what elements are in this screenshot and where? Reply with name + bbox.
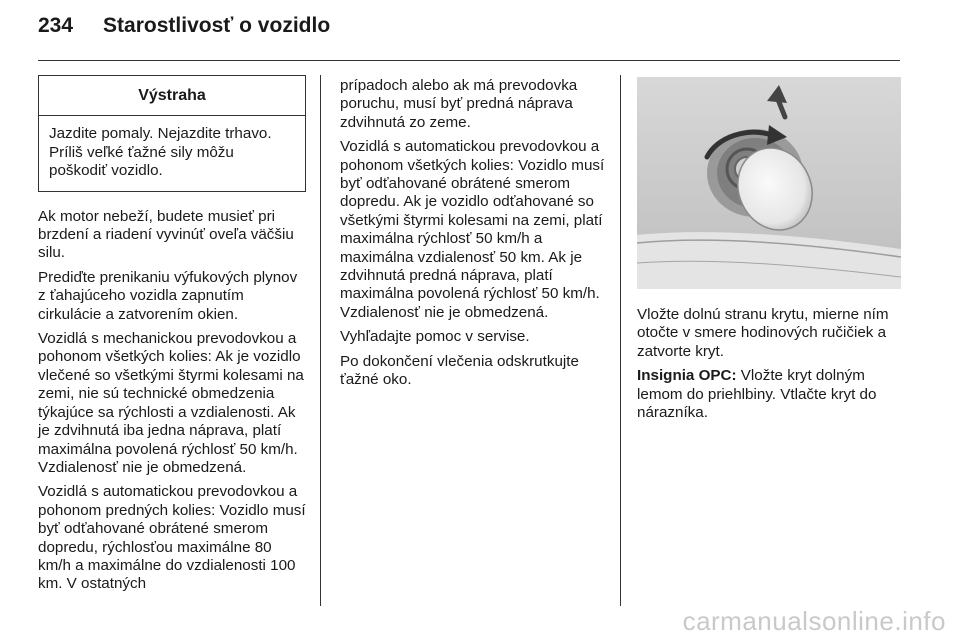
page-title: Starostlivosť o vozidlo: [103, 14, 331, 37]
warning-body: Jazdite pomaly. Nejazdite trhavo. Príliš veľké ťažné sily môžu poškodiť vozidlo.: [49, 125, 272, 180]
opc-text: Vložte kryt dolným lemom do priehlbiny. Vtlačte kryt do nárazníka.: [637, 367, 877, 422]
paragraph: Vozidlá s automatickou prevodovkou a pohonom všetkých kolies: Vozidlo musí byť odťahované obrátené smerom dopredu. Ak je vozidlo odťahované so všetkými štyrmi kolesami na zemi, platí maximálna rýchlosť 50 km/h a maximálna vzdialenosť 50 km. Ak je zdvihnutá predná náprava, platí maximálna povolená rýchlosť 50 km/h. Vzdialenosť nie je obmedzená.: [340, 138, 605, 321]
warning-box: [38, 75, 306, 192]
column-3: [637, 77, 901, 428]
column-divider-1: [320, 75, 321, 606]
column-2: [340, 77, 606, 396]
page-header: [38, 14, 330, 54]
towing-eye-cover-illustration: [637, 77, 901, 289]
paragraph: Ak motor nebeží, budete musieť pri brzdení a riadení vyvinúť oveľa väčšiu silu.: [38, 207, 294, 262]
paragraph: Prediďte prenikaniu výfukových plynov z ťahajúceho vozidla zapnutím cirkulácie a zatvorením okien.: [38, 268, 298, 323]
paragraph: Po dokončení vlečenia odskrutkujte ťažné oko.: [340, 352, 579, 389]
paragraph-opc: [637, 367, 901, 422]
warning-title: Výstraha: [39, 76, 305, 116]
figure-caption: Vložte dolnú stranu krytu, mierne ním otočte v smere hodinových ručičiek a zatvorte kryt.: [637, 306, 889, 360]
paragraph: Vozidlá s mechanickou prevodovkou a pohonom všetkých kolies: Ak je vozidlo vlečené so všetkými štyrmi kolesami na zemi, nie sú technické obmedzenia týkajúce sa rýchlosti a vzdialenosti. Ak je zdvihnutá iba jedna náprava, platí maximálna povolená rýchlosť 50 km/h. Vzdialenosť nie je obmedzená.: [38, 330, 304, 476]
paragraph: Vozidlá s automatickou prevodovkou a pohonom predných kolies: Vozidlo musí byť odťahované obrátené smerom dopredu, rýchlosťou maximálne 80 km/h a maximálne do vzdialenosti 100 km. V ostatných: [38, 483, 306, 593]
paragraph: prípadoch alebo ak má prevodovka poruchu, musí byť predná náprava zdvihnutá zo zeme.: [340, 77, 578, 131]
opc-label: Insignia OPC:: [637, 367, 737, 385]
column-divider-2: [620, 75, 621, 606]
page-number: 234: [38, 14, 74, 37]
column-1: [38, 75, 306, 600]
paragraph: Vyhľadajte pomoc v servise.: [340, 328, 530, 346]
header-rule: [38, 60, 900, 61]
watermark: carmanualsonline.info: [682, 606, 946, 636]
